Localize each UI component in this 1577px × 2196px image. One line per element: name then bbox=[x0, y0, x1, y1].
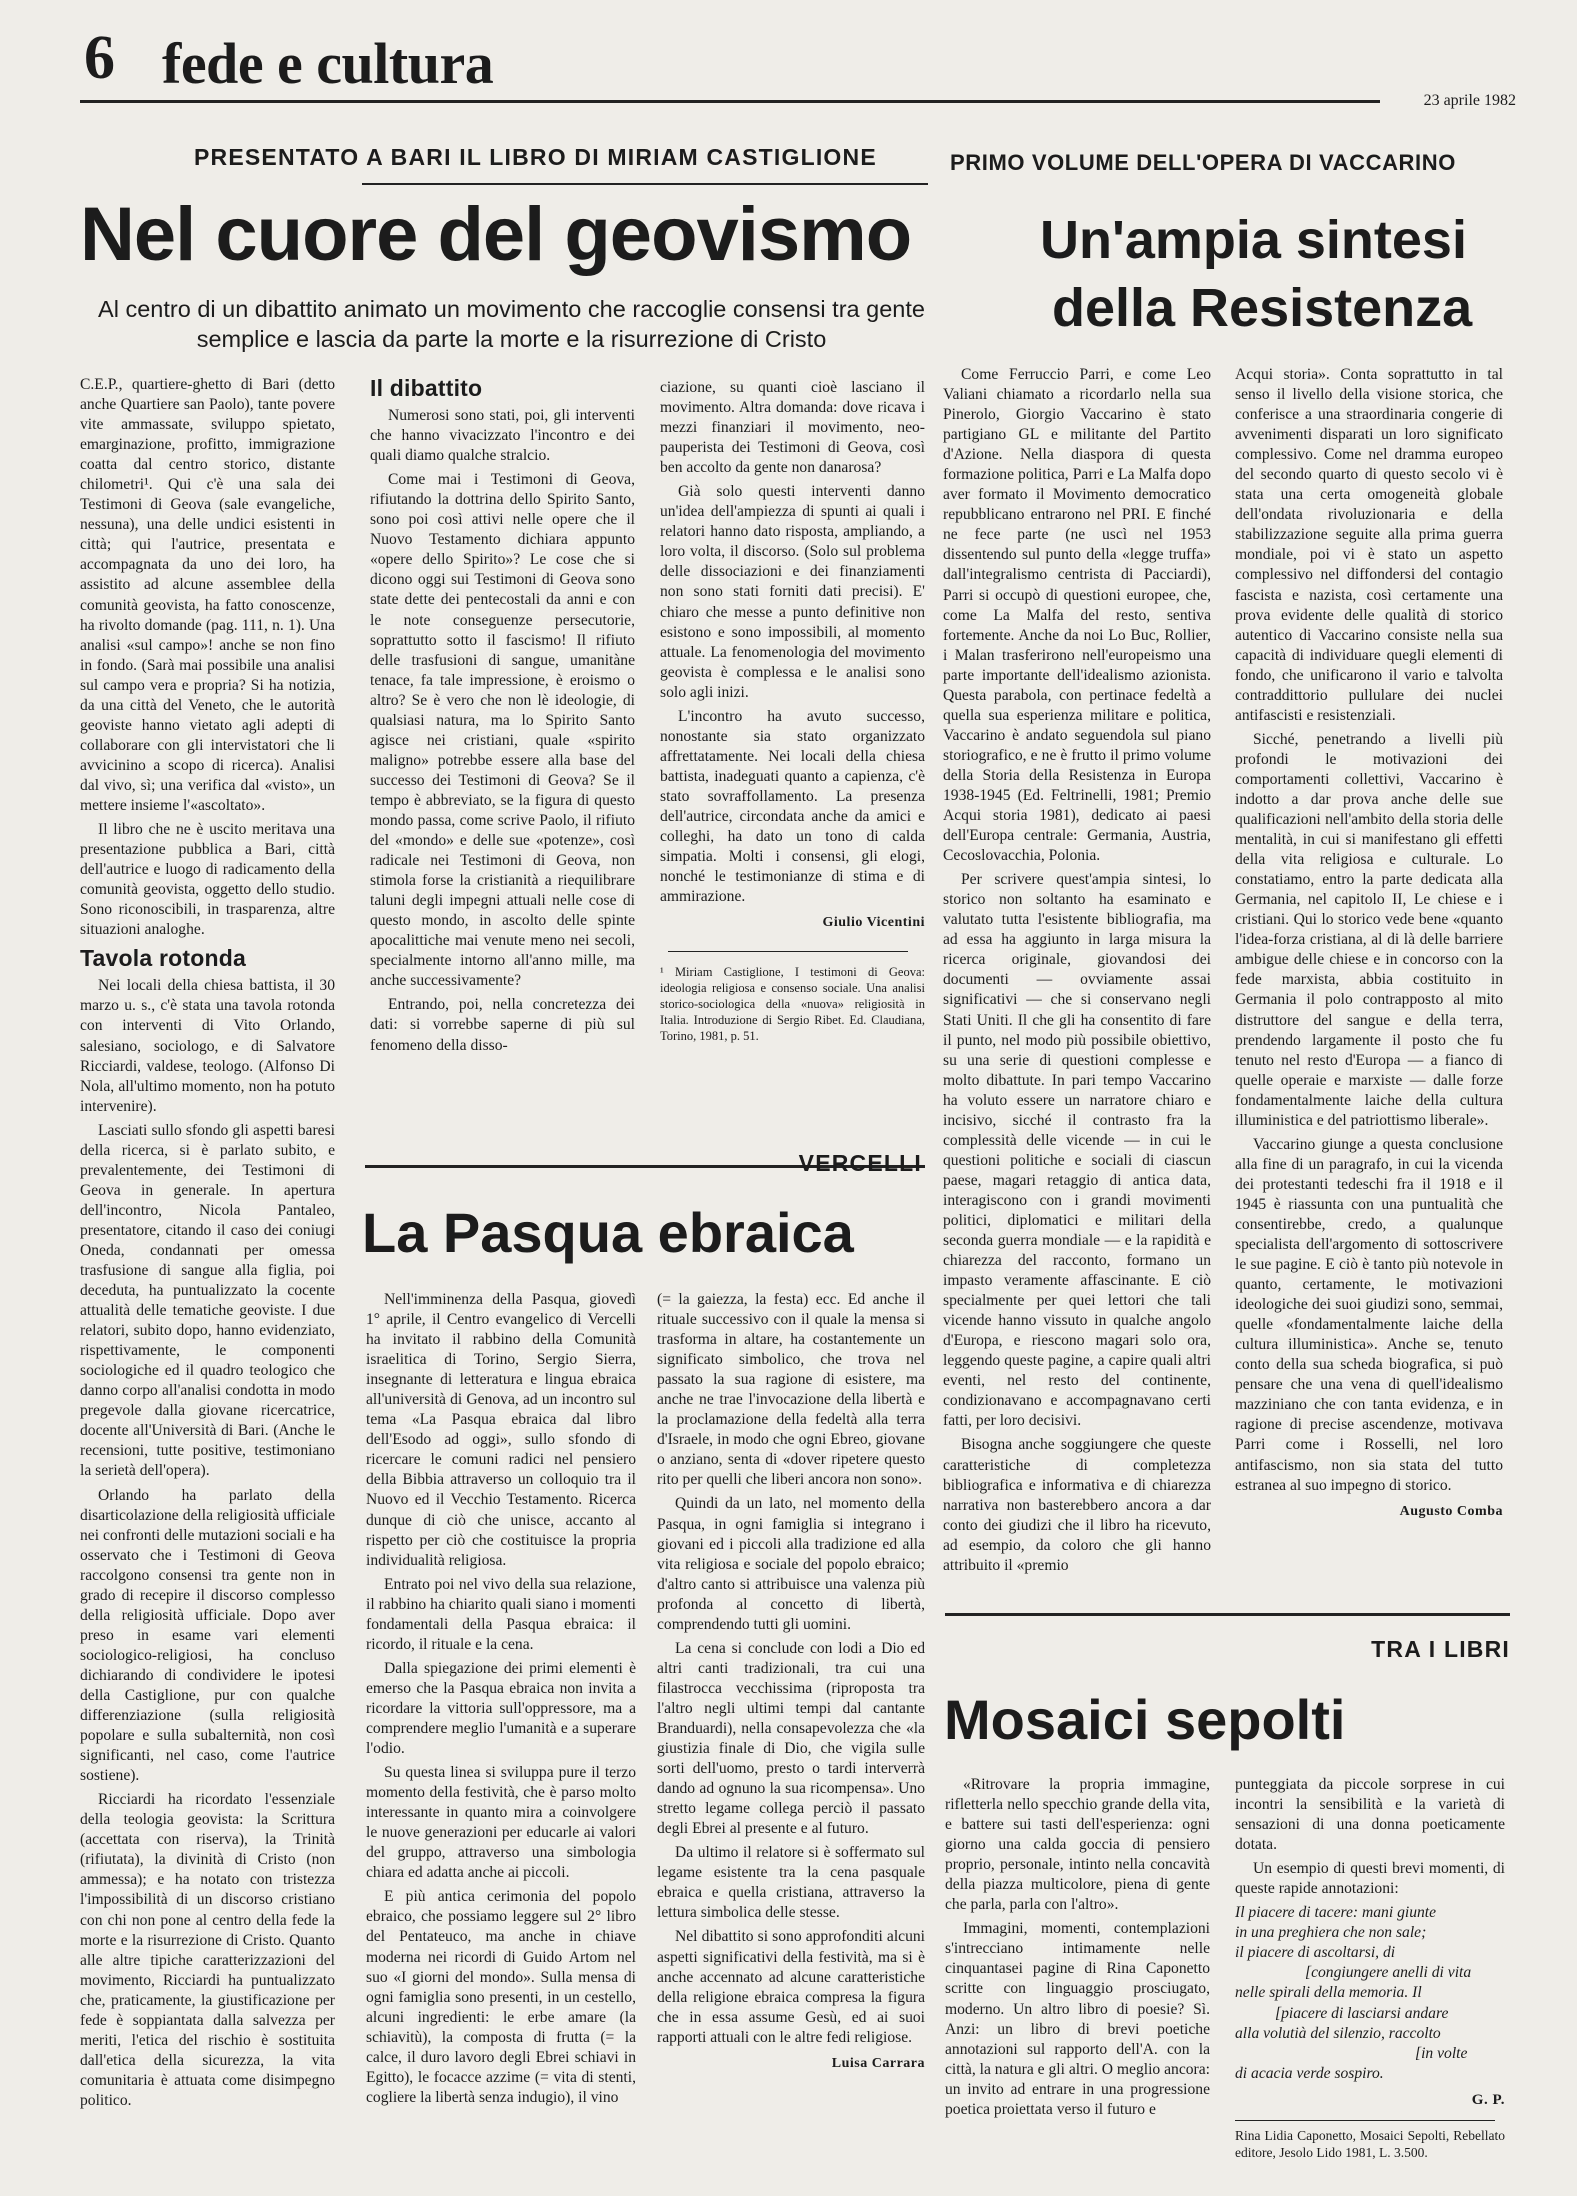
geovismo-headline: Nel cuore del geovismo bbox=[80, 192, 912, 277]
paragraph: Numerosi sono stati, poi, gli interventi che hanno vivacizzato l'incontro e dei quali diamo qualche stralcio. bbox=[370, 407, 635, 465]
mosaici-kicker: TRA I LIBRI bbox=[1371, 1636, 1510, 1662]
geovismo-footnote: ¹ Miriam Castiglione, I testimoni di Geova: ideologia religiosa e consenso sociale. Una analisi storico-sociologica della «nuova» religiosità in Italia. Introduzione di Sergio Ribet. Ed. Claudiana, Torino, 1981, p. 51. bbox=[660, 965, 925, 1044]
verse-line: in una preghiera che non sale; bbox=[1235, 1924, 1427, 1942]
paragraph: La cena si conclude con lodi a Dio ed altri canti tradizionali, tra cui una filastrocca vecchissima (riproposta tra l'altro negli ultimi tempi dal cantante Branduardi), nella consapevolezza che «la giustizia finale di Dio, che vigila sulle sorti dell'uomo, presto o tardi interverrà dando ad ognuno la sua ricompensa». Uno stretto legame collega perciò il passato degli Ebrei al presente e al futuro. bbox=[657, 1639, 925, 1838]
section-title: fede e cultura bbox=[162, 31, 494, 96]
geovismo-kicker: PRESENTATO A BARI IL LIBRO DI MIRIAM CASTIGLIONE bbox=[194, 144, 877, 170]
paragraph: Dalla spiegazione dei primi elementi è emerso che la Pasqua ebraica non invita a ricordare la vittoria sull'oppressore, ma a comprendere meglio l'umanità e a superare l'odio. bbox=[366, 1659, 636, 1758]
paragraph: ciazione, su quanti cioè lasciano il movimento. Altra domanda: dove ricava i mezzi finanziari il movimento, neo-pauperista dei Testimoni di Geova, così ben accolto da gente non danarosa? bbox=[660, 379, 925, 477]
paragraph: Orlando ha parlato della disarticolazione della religiosità ufficiale nei confronti delle mutazioni sociali e ha osservato che i Testimoni di Geova raccolgono consensi tra gente non in grado di recepire il discorso complesso della religiosità ufficiale. Dopo aver preso in esame vari elementi sociologico-religiosi, ha concluso dichiarando di condividere le ipotesi della Castiglione, pur con qualche differenziazione (sulla religiosità popolare e sulla subalternità, non così significanti, nel caso, come l'autrice sostiene). bbox=[80, 1486, 335, 1785]
geovismo-column-1 bbox=[80, 375, 335, 2180]
mosaici-column-2 bbox=[1235, 1775, 1505, 2180]
geovismo-column-2 bbox=[370, 378, 635, 1178]
paragraph: Nel dibattito si sono approfonditi alcuni aspetti significativi della festività, ma si è anche accennato ad alcune caratteristiche della religione ebraica compresa la figura che in essa assume Gesù, ed ai suoi rapporti attuali con le altre fedi religiose. bbox=[657, 1928, 925, 2046]
resistenza-headline-line-1: Un'ampia sintesi bbox=[1040, 210, 1467, 270]
verse-line: Il piacere di tacere: mani giunte bbox=[1235, 1904, 1437, 1922]
paragraph: Quindi da un lato, nel momento della Pasqua, in ogni famiglia si integrano i giovani ed i piccoli alla tradizione ed alla vita religiosa e sociale del popolo ebraico; d'altro canto si attribuisce una valenza più profonda al concetto di libertà, comprendendo tutti gli uomini. bbox=[657, 1495, 925, 1633]
paragraph: Vaccarino giunge a questa conclusione alla fine di un paragrafo, in cui la vicenda dei protestanti tedeschi fra il 1918 e il 1945 è riassunta con una puntualità che consentirebbe, credo, a qualunque specialista dell'argomento di sottoscrivere le sue pagine. E ciò è tanto più notevole in quanto, certamente, le motivazioni ideologiche dei suoi giudizi sono, semmai, quelle «fondamentalmente laiche della cultura illuministica». Anche se, tenuto conto della sua scheda biografica, si può pensare che una vena di quell'idealismo mazziniano che con tanta evidenza, e in ragione di precise ascendenze, motivava Parri come i Rosselli, nel loro antifascismo, non sia stata del tutto estranea al suo impegno di storico. bbox=[1235, 1135, 1503, 1494]
verse-line: di acacia verde sospiro. bbox=[1235, 2064, 1384, 2082]
paragraph: C.E.P., quartiere-ghetto di Bari (detto anche Quartiere san Paolo), tante povere vite ammassate, sviluppo spietato, emarginazione, profitto, immigrazione coatta dal centro storico, distante chilometri¹. Qui c'è una sala dei Testimoni di Geova (sale evangeliche, nessuna), una delle undici esistenti in città; qui l'autrice, presentata e accompagnata da uno dei loro, ha assistito ad alcune assemblee della comunità geovista, ha fatto conoscenze, ha rivolto domande (pag. 111, n. 1). Una analisi «sul campo»! anche se non fino in fondo. (Sarà mai possibile una analisi sul campo vera e propria? Si ha notizia, da una città del Veneto, che le autorità geoviste hanno vietato agli adepti di collaborare con gli intervistatori che li avvicinino a scopo di ricerca). Analisi dal vivo, sì; una verifica dal «visto», un mettere insieme l'«ascoltato». bbox=[80, 376, 335, 814]
footnote-rule bbox=[668, 951, 908, 952]
paragraph: Acqui storia». Conta soprattutto in tal senso il livello della visione storica, che conferisce a una straordinaria congerie di avvenimenti disparati un loro significato complessivo. Come nel dramma europeo del secondo quarto di questo secolo vi è stata una certa omogeneità globale dell'ondata rivoluzionaria e della stabilizzazione seguite alla prima guerra mondiale, poi vi è stato un aspetto complessivo nel diffondersi del contagio fascista e nazista, così certamente una prova evidente delle qualità di storico autentico di Vaccarino consiste nella sua capacità di individuare quegli elementi di fondo, che unificarono il vario e talvolta contraddittorio pullulare dei nuclei antifascisti e resistenziali. bbox=[1235, 366, 1503, 724]
pasqua-column-2 bbox=[657, 1290, 925, 2180]
verse-line: [congiungere anelli di vita bbox=[1305, 1964, 1472, 1982]
resistenza-column-1 bbox=[943, 365, 1211, 1590]
geovismo-column-3 bbox=[660, 378, 925, 1178]
paragraph: «Ritrovare la propria immagine, rifletterla nello specchio grande della vita, e battere sui tasti dell'esperienza: ogni giorno una calda goccia di pensiero proprio, personale, intinto nella concavità della piazza multicolore, piena di gente che parla, parla con l'altro». bbox=[945, 1776, 1210, 1914]
pasqua-kicker: VERCELLI bbox=[798, 1150, 922, 1176]
mosaici-initials: G. P. bbox=[1471, 2091, 1505, 2108]
pasqua-headline: La Pasqua ebraica bbox=[362, 1201, 854, 1264]
paragraph: Entrato poi nel vivo della sua relazione, il rabbino ha chiarito quali siano i momenti fondamentali della Pasqua ebraica: il ricordo, il rituale e la cena. bbox=[366, 1575, 636, 1653]
pasqua-byline: Luisa Carrara bbox=[831, 2055, 925, 2071]
mosaici-column-1 bbox=[945, 1775, 1210, 2180]
verse-line: alla volutià del silenzio, raccolto bbox=[1235, 2024, 1441, 2042]
paragraph: Su questa linea si sviluppa pure il terzo momento della festività, che è parso molto interessante in quanto mira a coinvolgere le nuove generazioni per educarle ai valori del gruppo, attraverso una simbologia chiara ed adatta anche ai piccoli. bbox=[366, 1764, 636, 1882]
paragraph: Entrando, poi, nella concretezza dei dati: si vorrebbe saperne di più sul fenomeno della disso- bbox=[370, 996, 635, 1054]
resistenza-kicker: PRIMO VOLUME DELL'OPERA DI VACCARINO bbox=[950, 150, 1456, 175]
verse-line: [piacere di lasciarsi andare bbox=[1275, 2004, 1449, 2022]
mosaici-bibliography: Rina Lidia Caponetto, Mosaici Sepolti, Rebellato editore, Jesolo Lido 1981, L. 3.500. bbox=[1235, 2127, 1505, 2160]
paragraph: Lasciati sullo sfondo gli aspetti baresi della ricerca, si è parlato subito, e prevalentemente, dei Testimoni di Geova in generale. In apertura dell'incontro, Nicola Pantaleo, presentatore, citando il caso dei coniugi Oneda, condannati per omessa trasfusione di sangue alla figlia, poi deceduta, ha puntualizzato la cocente attualità delle tematiche geoviste. I due relatori, subito dopo, hanno evidenziato, rispettivamente, le componenti sociologiche ed il quadro teologico che danno corpo all'analisi condotta in modo pregevole dalla giovane ricercatrice, docente all'Università di Bari. (Anche le recensioni, tutte positive, testimoniano la serietà dell'opera). bbox=[80, 1121, 335, 1480]
mosaici-top-rule bbox=[945, 1613, 1510, 1616]
paragraph: punteggiata da piccole sorprese in cui incontri la sensibilità e la varietà di sensazioni di una donna poeticamente dotata. bbox=[1235, 1776, 1505, 1854]
paragraph: Come mai i Testimoni di Geova, rifiutando la dottrina dello Spirito Santo, sono poi così attivi nelle opere che il Nuovo Testamento dichiara appunto «opere dello Spirito»? Le cose che si dicono oggi sui Testimoni di Geova sono state dette dei pentecostali da anni e con le note conseguenze persecutorie, soprattutto sotto il fascismo! Il rifiuto delle trasfusioni di sangue, umanitàne tenace, fa tale impressione, è eroismo o altro? Se è vero che non lè ideologie, di qualsiasi natura, ma lo Spirito Santo agisce nei cristiani, quale «spirito maligno» potrebbe essere alla base del successo dei Testimoni di Geova? Se il tempo è abbreviato, se la figura di questo mondo passa, come scrive Paolo, il rifiuto del «mondo» e delle sue «potenze», così radicale nei Testimoni di Geova, non stimola forse la cristianità a riequilibrare taluni degli impegni attuali nelle cose di questo mondo, in ascolto delle spinte apocalittiche mai venute meno nei secoli, specialmente intorno all'anno mille, ma anche successivamente? bbox=[370, 471, 635, 990]
bibliography-rule bbox=[1235, 2120, 1495, 2121]
pasqua-column-1 bbox=[366, 1290, 636, 2180]
geovismo-kicker-rule bbox=[362, 183, 928, 185]
verse-line: [in volte bbox=[1415, 2044, 1468, 2062]
subhead-tavola-rotonda: Tavola rotonda bbox=[80, 945, 246, 972]
paragraph: Un esempio di questi brevi momenti, di queste rapide annotazioni: bbox=[1235, 1860, 1505, 1898]
paragraph: Da ultimo il relatore si è soffermato sul legame esistente tra la cena pasquale ebraica e quella cristiana, attraverso la lettura simbolica delle stesse. bbox=[657, 1844, 925, 1922]
paragraph: Il libro che ne è uscito meritava una presentazione pubblica a Bari, città dell'autrice e luogo di radicamento della comunità geovista, oggetto dello studio. Sono riconoscibili, in trasparenza, altre situazioni analoghe. bbox=[80, 821, 335, 939]
paragraph: Già solo questi interventi danno un'idea dell'ampiezza di spunti ai quali i relatori hanno dato risposta, ampliando, a loro volta, il discorso. (Solo sul problema delle dissociazioni e dei finanziamenti non sono stati forniti dati precisi). E' chiaro che messe a punto definitive non esistono e sono impossibili, al momento attuale. La fenomenologia del movimento geovista è complessa e le analisi sono solo agli inizi. bbox=[660, 483, 925, 701]
verse-line: nelle spirali della memoria. Il bbox=[1235, 1984, 1422, 2002]
paragraph: Per scrivere quest'ampia sintesi, lo storico non soltanto ha esaminato e valutato tutta l'esistente bibliografia, ma ad essa ha aggiunto in larga misura la ricerca originale, giovandosi dei documenti — ovviamente assai significativi — che si conservano negli Stati Uniti. Il che gli ha consentito di fare il punto, nel modo più possibile obiettivo, su una serie di questioni complesse e molto dibattute. In pari tempo Vaccarino ha voluto essere un narratore chiaro e incisivo, sicché il contrasto fra la complessità delle vicende — in cui le questioni politiche e sociali di ciascun paese, magari retaggio di antica data, interagiscono con i grandi movimenti politici, diplomatici e militari della seconda guerra mondiale — e la rapidità e chiarezza del racconto, formano un impasto veramente affascinante. E ciò specialmente per quei lettori che tali vicende hanno vissuto in qualche angolo d'Europa, e riescono magari solo ora, leggendo queste pagine, a capire quali altri eventi, nel resto del continente, condizionavano e accompagnavano certi fatti, per loro decisivi. bbox=[943, 871, 1211, 1430]
page-number: 6 bbox=[84, 24, 115, 92]
mosaici-headline: Mosaici sepolti bbox=[944, 1688, 1346, 1751]
geovismo-deck: Al centro di un dibattito animato un movimento che raccoglie consensi tra gente semplice e lascia da parte la morte e la risurrezione di Cristo bbox=[98, 296, 925, 352]
resistenza-headline-line-2: della Resistenza bbox=[1052, 278, 1473, 338]
paragraph: Nei locali della chiesa battista, il 30 marzo u. s., c'è stata una tavola rotonda con interventi di Vito Orlando, salesiano, sociologo, e di Salvatore Ricciardi, valdese, teologo. (Alfonso Di Nola, all'ultimo momento, non ha potuto intervenire). bbox=[80, 977, 335, 1115]
paragraph: Sicché, penetrando a livelli più profondi le motivazioni dei comportamenti collettivi, Vaccarino è indotto a dar prova anche delle sue qualificazioni nell'ambito della storia delle mentalità, in cui si manifestano gli effetti della vita religiosa e culturale. Lo constatiamo, entro la parte dedicata alla Germania, nel capitolo II, Le chiese e i cristiani. Qui lo storico vede bene «quanto l'idea-forza cristiana, al di là delle barriere ambigue delle chiese e in concorso con la fede marxista, abbia costituito in Germania il polo contrapposto al mito distruttore del sangue e della terra, prendendo largamente il posto che fu tenuto nel resto d'Europa — a fianco di quelle operaie e marxiste — dalle forze fondamentalmente laiche della cultura illuministica e del patriottismo liberale». bbox=[1235, 730, 1503, 1129]
subhead-il-dibattito: Il dibattito bbox=[370, 378, 483, 401]
paragraph: Ricciardi ha ricordato l'essenziale della teologia geovista: la Scrittura (accettata con riserva), la Trinità (rifiutata), la divinità di Cristo (non ammessa); e ha notato con tristezza l'impossibilità di un discorso cristiano con chi non pone al centro della fede la morte e la risurrezione di Cristo. Quanto alle altre tipiche caratterizzazioni del movimento, Ricciardi ha puntualizzato che, praticamente, la giustificazione per fede è soppiantata dalla salvezza per meriti, l'etica del rischio è sostituita dall'etica della sicurezza, la vita comunitaria è attuata come disimpegno politico. bbox=[80, 1791, 335, 2109]
resistenza-byline: Augusto Comba bbox=[1399, 1503, 1503, 1519]
paragraph: (= la gaiezza, la festa) ecc. Ed anche il rituale successivo con il quale la mensa si trasforma in altare, ha costantemente un significato simbolico, che trova nel passato la sua ragione di esistere, ma anche ne trae l'invocazione della libertà e la proclamazione della fedeltà alla terra d'Israele, in modo che ogni Ebreo, giovane o anziano, senta di «dover ripetere questo rito per quelli che liberi ancora non sono». bbox=[657, 1291, 925, 1489]
paragraph: Immagini, momenti, contemplazioni s'intrecciano intimamente nelle cinquantasei pagine di Rina Caponetto scritte con linguaggio prosciugato, moderno. Un altro libro di poesie? Sì. Anzi: un libro di brevi poetiche annotazioni sul rapporto dell'A. con la città, la natura e gli altri. O meglio ancora: un invito ad entrare in una progressione poetica proiettata verso il futuro e bbox=[945, 1920, 1210, 2118]
poem-excerpt bbox=[1235, 1903, 1505, 2083]
resistenza-column-2 bbox=[1235, 365, 1503, 1590]
verse-line: il piacere di ascoltarsi, di bbox=[1235, 1944, 1396, 1962]
paragraph: L'incontro ha avuto successo, nonostante sia stato organizzato affrettatamente. Nei locali della chiesa battista, inadeguati quanto a capienza, c'è stato sovraffollamento. La presenza dell'autrice, circondata anche da amici e colleghi, ha dato un tono di calda simpatia. Molti i consensi, gli elogi, nonché le testimonianze di stima e di ammirazione. bbox=[660, 707, 925, 906]
geovismo-byline: Giulio Vicentini bbox=[822, 915, 925, 931]
masthead-rule bbox=[80, 100, 1510, 103]
paragraph: Bisogna anche soggiungere che queste caratteristiche di completezza bibliografica e informativa e di chiarezza narrativa non basterebbero ancora a dar conto dei giudizi che il libro ha ricevuto, ad esempio, da coloro che gli hanno attribuito il «premio bbox=[943, 1436, 1211, 1574]
paragraph: E più antica cerimonia del popolo ebraico, che possiamo leggere sul 2° libro del Pentateuco, ma anche in chiave moderna nei ricordi di Guido Artom nel suo «I giorni del mondo». Sulla mensa di ogni famiglia sono presenti, in un cestello, alcuni ingredienti: le erbe amare (la schiavitù), la composta di frutta (= la calce, il duro lavoro degli Ebrei schiavi in Egitto), le focacce azzime (= vita di stenti, cogliere la libertà senza indugio), il vino bbox=[366, 1888, 636, 2106]
paragraph: Nell'imminenza della Pasqua, giovedì 1° aprile, il Centro evangelico di Vercelli ha invitato il rabbino della Comunità israelitica di Torino, Sergio Sierra, insegnante di letteratura e lingua ebraica all'università di Genova, ad un incontro sul tema «La Pasqua ebraica dal libro dell'Esodo ad oggi», sullo sfondo di ricercare le comuni radici nel pensiero della Bibbia attraverso un colloquio tra il Nuovo ed il Vecchio Testamento. Ricerca dunque di ciò che unisce, accanto al rispetto per ciò che costituisce la propria individualità religiosa. bbox=[366, 1291, 636, 1569]
paragraph: Come Ferruccio Parri, e come Leo Valiani chiamato a ricordarlo nella sua Pinerolo, Giorgio Vaccarino è stato partigiano GL e militante del Partito d'Azione. Nella diaspora di questa formazione politica, Parri e La Malfa dopo aver formato il Movimento democratico repubblicano entrarono nel PRI. E finché ne fece parte (ne uscì nel 1953 dissentendo sul punto della «legge truffa» dall'integralismo centrista di Pacciardi), Parri si occupò di questioni europee, che, come La Malfa del resto, sentiva fortemente. Anche da noi Lo Buc, Rollier, i Malan trasferirono nell'europeismo una parte importante dell'idealismo azionista. Questa parabola, con pertinace fedeltà a quella sua esperienza militare e politica, Vaccarino è andato seguendola sul piano storiografico, e ne è frutto il primo volume della Storia della Resistenza in Europa 1938-1945 (Ed. Feltrinelli, 1981; Premio Acqui storia 1981), dedicato ai paesi dell'Europa centrale: Germania, Austria, Cecoslovacchia, Polonia. bbox=[943, 366, 1211, 865]
issue-date: 23 aprile 1982 bbox=[1380, 92, 1516, 110]
